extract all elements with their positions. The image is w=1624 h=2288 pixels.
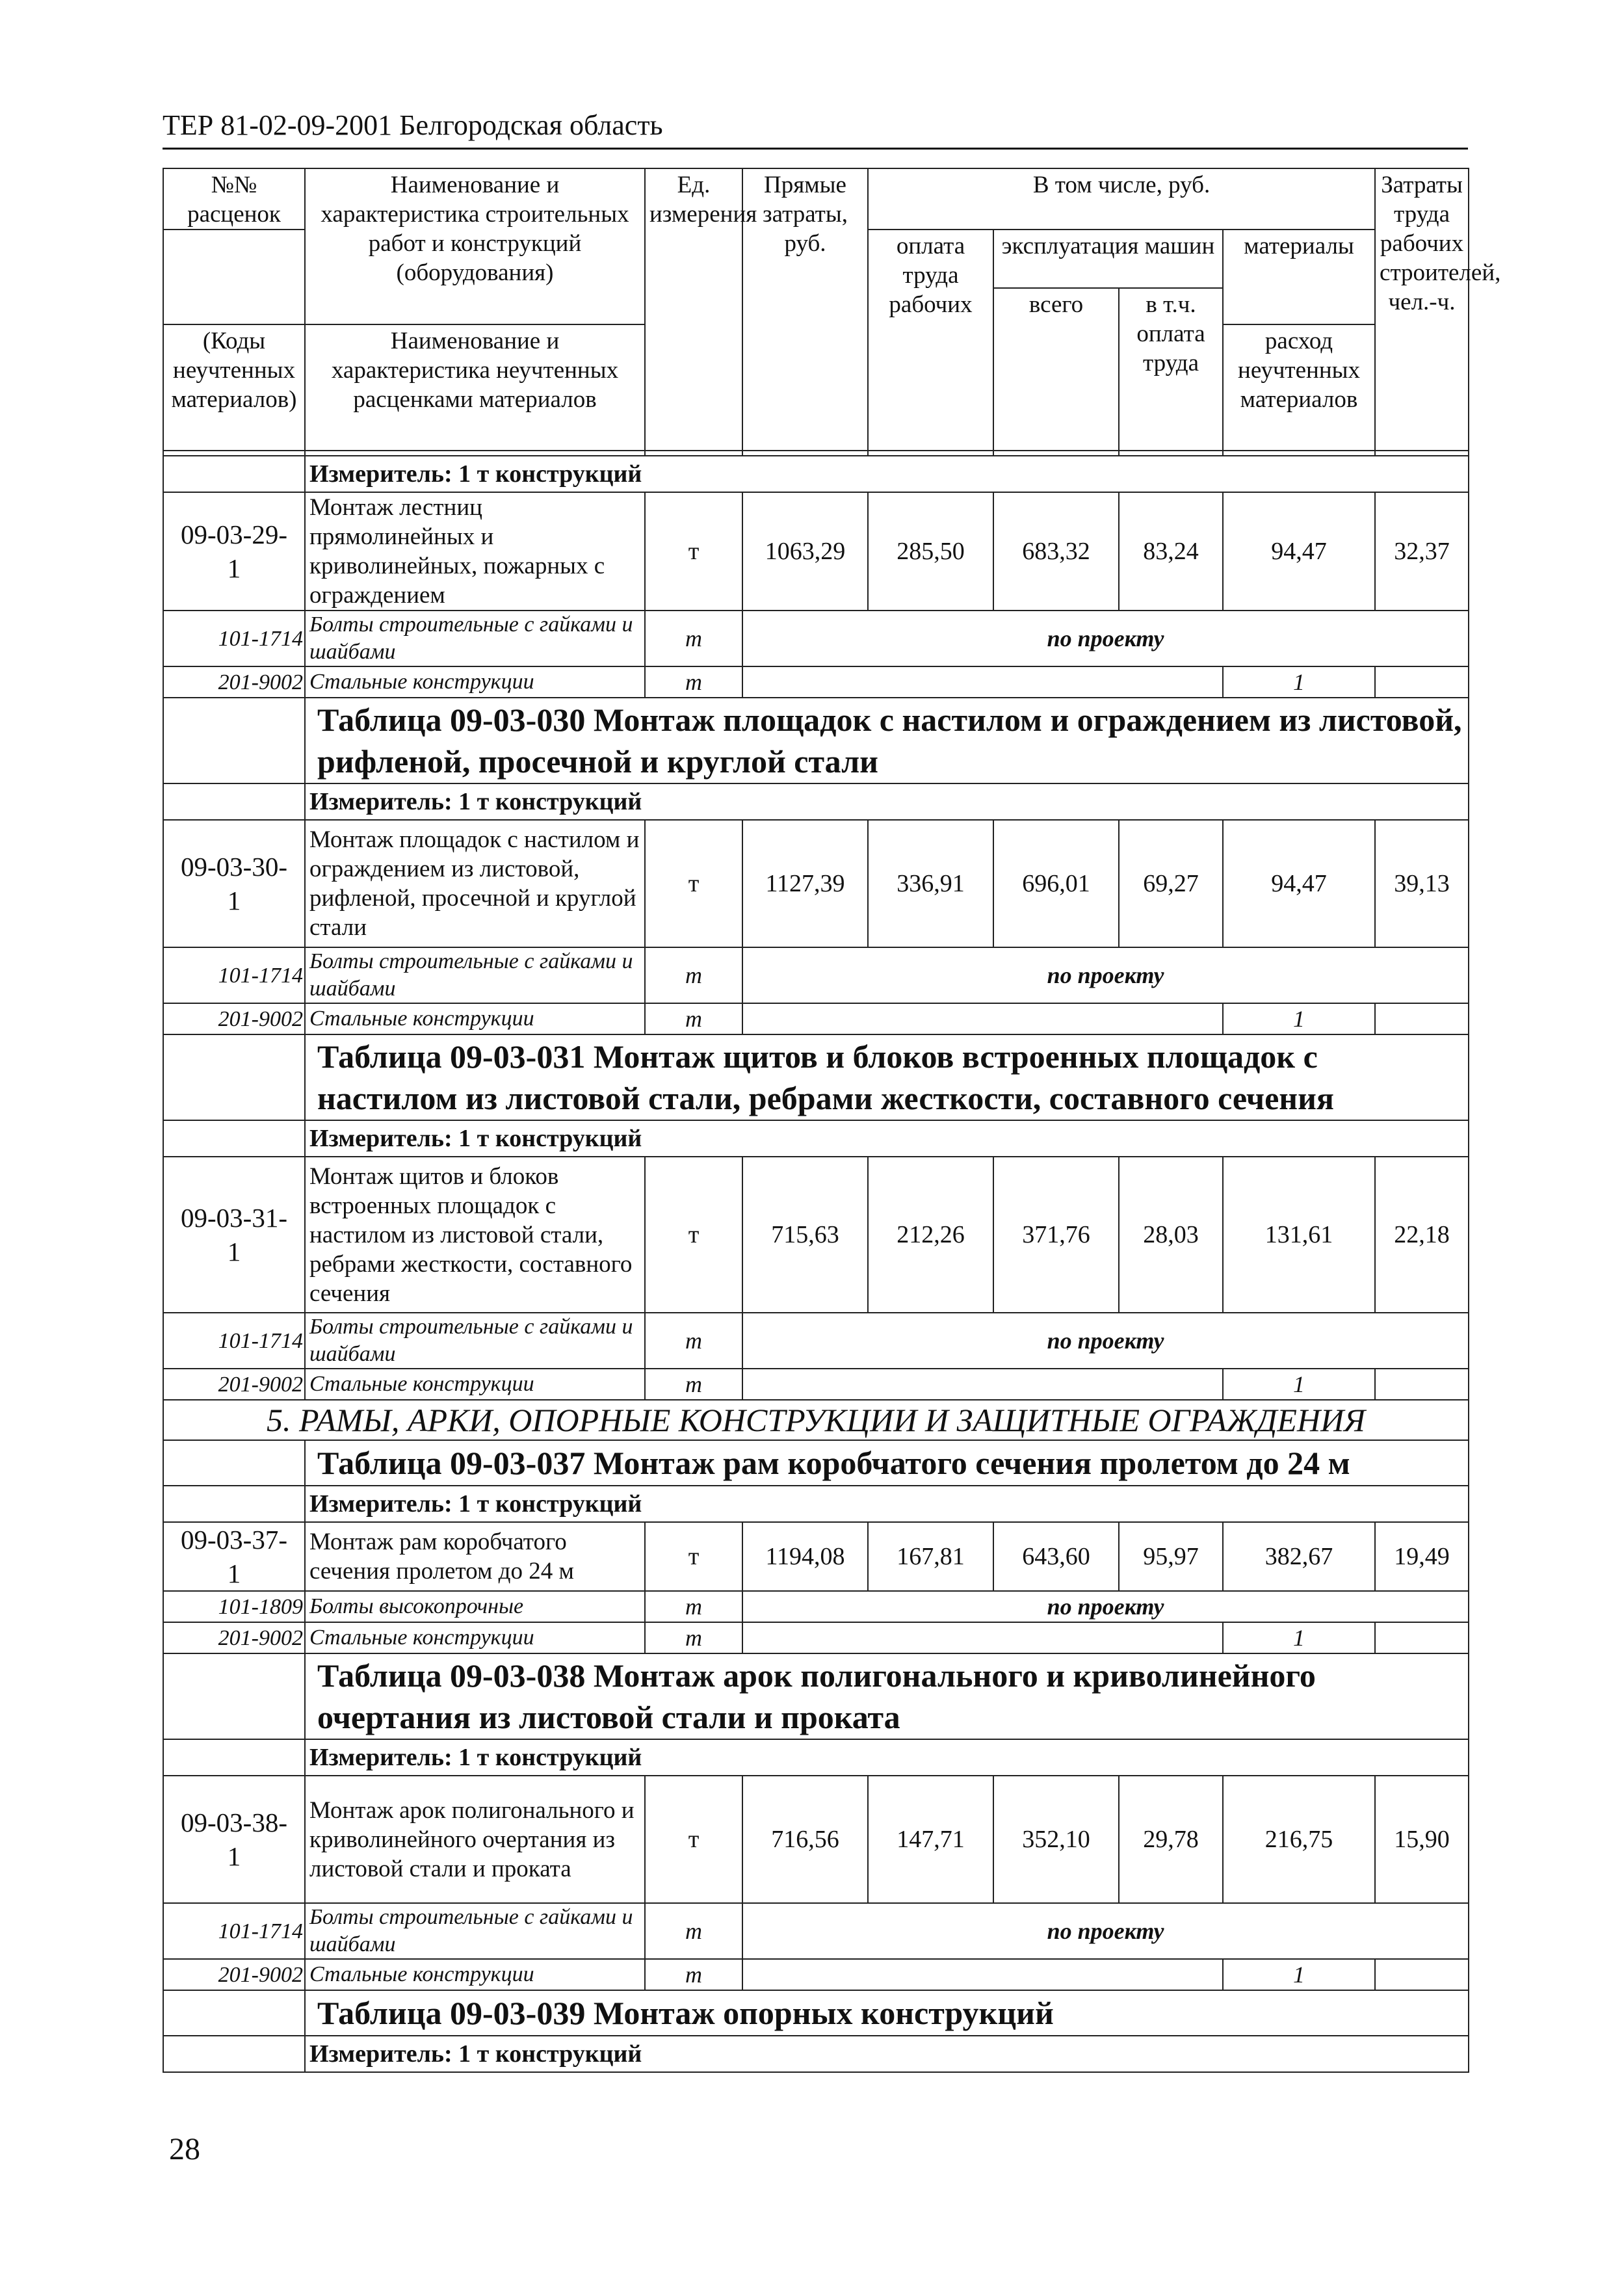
material-name: Болты строительные с гайками и шайбами: [305, 1903, 645, 1959]
rate-machines: 352,10: [993, 1776, 1119, 1903]
measure-label: Измеритель: 1 т конструкций: [305, 456, 1469, 492]
rate-materials: 94,47: [1223, 492, 1375, 611]
rate-direct: 715,63: [742, 1157, 868, 1313]
material-by-project: по проекту: [742, 611, 1469, 666]
rate-direct: 1063,29: [742, 492, 868, 611]
rate-machines-wage: 29,78: [1119, 1776, 1223, 1903]
table-title: Таблица 09-03-037 Монтаж рам коробчатого сечения пролетом до 24 м: [305, 1440, 1469, 1486]
rate-wage: 167,81: [868, 1522, 993, 1591]
header-labor: Затраты труда рабочих строителей, чел.-ч.: [1375, 168, 1469, 451]
rate-wage: 212,26: [868, 1157, 993, 1313]
rate-machines: 371,76: [993, 1157, 1119, 1313]
material-code: 201-9002: [163, 1369, 305, 1400]
rate-unit: т: [645, 1522, 742, 1591]
rate-machines: 696,01: [993, 820, 1119, 947]
rate-labor: 32,37: [1375, 492, 1469, 611]
material-quantity: 1: [1223, 1622, 1375, 1653]
material-unit: т: [645, 666, 742, 698]
material-unit: т: [645, 1903, 742, 1959]
material-by-project: по проекту: [742, 1591, 1469, 1622]
material-unit: т: [645, 1591, 742, 1622]
table-title: Таблица 09-03-038 Монтаж арок полигонального и криволинейного очертания из листовой стали и проката: [305, 1653, 1469, 1739]
document-header: ТЕР 81-02-09-2001 Белгородская область: [163, 109, 663, 141]
material-code: 101-1714: [163, 947, 305, 1003]
material-unit: т: [645, 1313, 742, 1369]
table-title: Таблица 09-03-039 Монтаж опорных конструкций: [305, 1990, 1469, 2036]
material-unit: т: [645, 1622, 742, 1653]
rate-machines-wage: 28,03: [1119, 1157, 1223, 1313]
rate-machines-wage: 95,97: [1119, 1522, 1223, 1591]
rate-row: [163, 1157, 1469, 1313]
rate-machines-wage: 83,24: [1119, 492, 1223, 611]
rate-name: Монтаж арок полигонального и криволинейного очертания из листовой стали и проката: [305, 1776, 645, 1903]
rate-code: 09-03-38- 1: [163, 1776, 305, 1903]
measure-label: Измеритель: 1 т конструкций: [305, 783, 1469, 820]
rate-code: 09-03-37- 1: [163, 1522, 305, 1591]
header-direct: Прямые затраты, руб.: [742, 168, 868, 451]
material-code: 101-1714: [163, 611, 305, 666]
rates-table: [163, 168, 1501, 2073]
rate-materials: 216,75: [1223, 1776, 1375, 1903]
header-code-blank: [163, 230, 305, 324]
rate-row: [163, 820, 1469, 947]
header-materials-sub: расход неучтенных материалов: [1223, 324, 1375, 451]
page-number: 28: [169, 2132, 200, 2166]
measure-label: Измеритель: 1 т конструкций: [305, 1739, 1469, 1776]
rate-labor: 19,49: [1375, 1522, 1469, 1591]
header-name-sub: Наименование и характеристика неучтенных расценками материалов: [305, 324, 645, 451]
table-title: Таблица 09-03-031 Монтаж щитов и блоков встроенных площадок с настилом из листовой стали, ребрами жесткости, составного сечения: [305, 1034, 1469, 1120]
rate-machines-wage: 69,27: [1119, 820, 1223, 947]
header-materials: материалы: [1223, 230, 1375, 324]
rate-row: [163, 492, 1469, 611]
header-machines: эксплуатация машин: [993, 230, 1223, 288]
table-title: Таблица 09-03-030 Монтаж площадок с настилом и ограждением из листовой, рифленой, просечной и круглой стали: [305, 698, 1469, 783]
rate-direct: 716,56: [742, 1776, 868, 1903]
measure-label: Измеритель: 1 т конструкций: [305, 1120, 1469, 1157]
rate-name: Монтаж площадок с настилом и ограждением из листовой, рифленой, просечной и круглой стали: [305, 820, 645, 947]
measure-label: Измеритель: 1 т конструкций: [305, 2036, 1469, 2072]
material-code: 201-9002: [163, 1003, 305, 1034]
rate-materials: 94,47: [1223, 820, 1375, 947]
rate-machines: 643,60: [993, 1522, 1119, 1591]
rate-name: Монтаж щитов и блоков встроенных площадок с настилом из листовой стали, ребрами жесткости, составного сечения: [305, 1157, 645, 1313]
header-machines-total: всего: [993, 288, 1119, 451]
rate-unit: т: [645, 492, 742, 611]
material-name: Болты строительные с гайками и шайбами: [305, 611, 645, 666]
rate-direct: 1194,08: [742, 1522, 868, 1591]
header-rule: [163, 148, 1468, 150]
rate-name: Монтаж лестниц прямолинейных и криволинейных, пожарных с ограждением: [305, 492, 645, 611]
rate-unit: т: [645, 1157, 742, 1313]
material-unit: т: [645, 1003, 742, 1034]
material-code: 101-1714: [163, 1313, 305, 1369]
header-code: №№ расценок: [163, 168, 305, 230]
rate-labor: 15,90: [1375, 1776, 1469, 1903]
material-unit: т: [645, 947, 742, 1003]
rate-materials: 131,61: [1223, 1157, 1375, 1313]
material-code: 201-9002: [163, 666, 305, 698]
material-name: Болты строительные с гайками и шайбами: [305, 1313, 645, 1369]
rate-code: 09-03-29- 1: [163, 492, 305, 611]
rate-materials: 382,67: [1223, 1522, 1375, 1591]
material-code: 201-9002: [163, 1622, 305, 1653]
rate-labor: 22,18: [1375, 1157, 1469, 1313]
material-quantity: 1: [1223, 666, 1375, 698]
material-quantity: 1: [1223, 1003, 1375, 1034]
rate-direct: 1127,39: [742, 820, 868, 947]
material-code: 101-1714: [163, 1903, 305, 1959]
header-name: Наименование и характеристика строительных работ и конструкций (оборудования): [305, 168, 645, 324]
material-by-project: по проекту: [742, 1313, 1469, 1369]
rate-wage: 285,50: [868, 492, 993, 611]
rate-machines: 683,32: [993, 492, 1119, 611]
material-unit: т: [645, 1959, 742, 1990]
rate-unit: т: [645, 1776, 742, 1903]
rate-wage: 147,71: [868, 1776, 993, 1903]
material-code: 201-9002: [163, 1959, 305, 1990]
material-name: Болты высокопрочные: [305, 1591, 645, 1622]
header-wage: оплата труда рабочих: [868, 230, 993, 451]
rate-code: 09-03-30- 1: [163, 820, 305, 947]
header-machines-wage: в т.ч. оплата труда: [1119, 288, 1223, 451]
header-including: В том числе, руб.: [868, 168, 1375, 230]
rate-row: [163, 1776, 1469, 1903]
rate-name: Монтаж рам коробчатого сечения пролетом до 24 м: [305, 1522, 645, 1591]
measure-label: Измеритель: 1 т конструкций: [305, 1486, 1469, 1522]
material-by-project: по проекту: [742, 947, 1469, 1003]
rate-wage: 336,91: [868, 820, 993, 947]
header-code-sub: (Коды неучтенных материалов): [163, 324, 305, 451]
rate-code: 09-03-31- 1: [163, 1157, 305, 1313]
material-name: Стальные конструкции: [305, 1003, 645, 1034]
material-name: Стальные конструкции: [305, 1959, 645, 1990]
material-name: Стальные конструкции: [305, 666, 645, 698]
header-unit: Ед. измерения: [645, 168, 742, 451]
material-by-project: по проекту: [742, 1903, 1469, 1959]
rate-row: [163, 1522, 1469, 1591]
rate-labor: 39,13: [1375, 820, 1469, 947]
section-title: 5. РАМЫ, АРКИ, ОПОРНЫЕ КОНСТРУКЦИИ И ЗАЩИТНЫЕ ОГРАЖДЕНИЯ: [163, 1400, 1469, 1440]
rate-unit: т: [645, 820, 742, 947]
material-code: 101-1809: [163, 1591, 305, 1622]
material-name: Стальные конструкции: [305, 1369, 645, 1400]
material-unit: т: [645, 611, 742, 666]
material-name: Стальные конструкции: [305, 1622, 645, 1653]
material-quantity: 1: [1223, 1959, 1375, 1990]
material-quantity: 1: [1223, 1369, 1375, 1400]
material-unit: т: [645, 1369, 742, 1400]
material-name: Болты строительные с гайками и шайбами: [305, 947, 645, 1003]
